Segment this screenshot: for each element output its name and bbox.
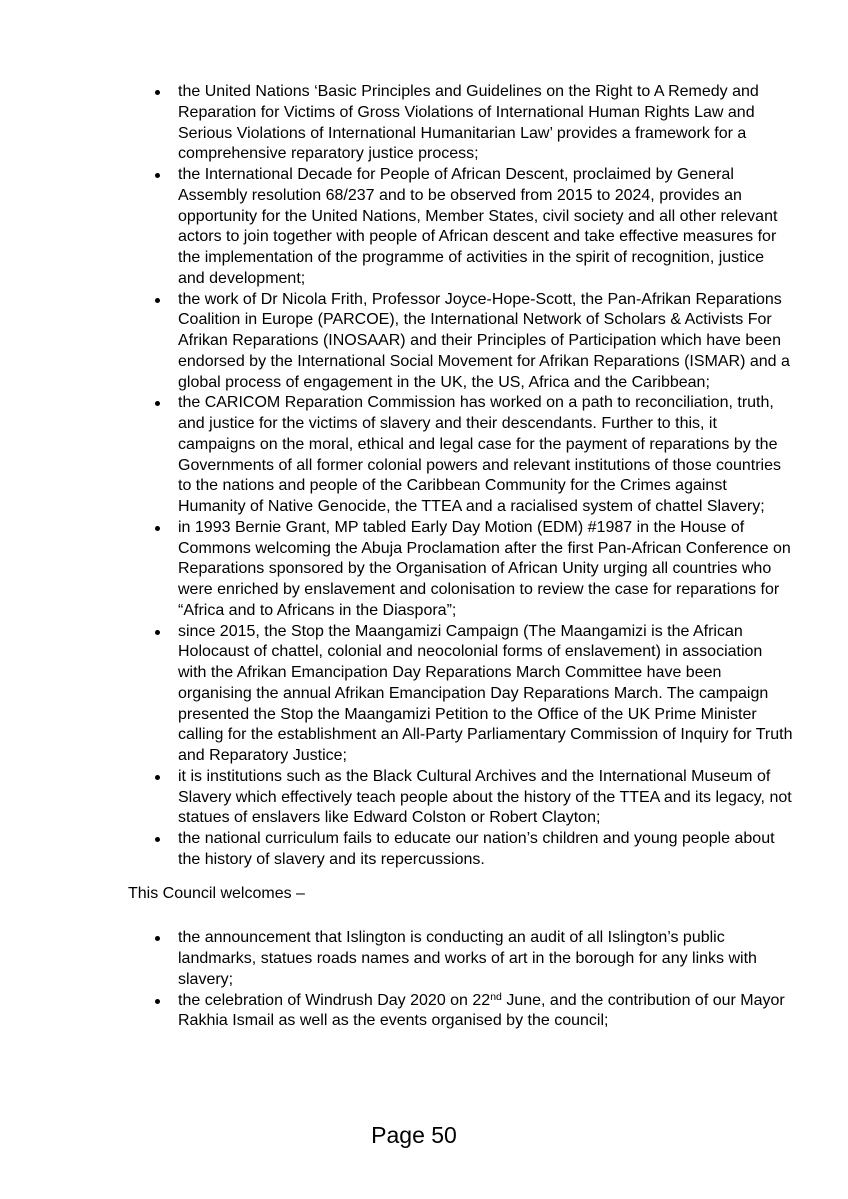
bullet-text: the work of Dr Nicola Frith, Professor Joyce-Hope-Scott, the Pan-Afrikan Reparations Coalition in Europe (PARCOE), the International Network of Scholars & Activists For Afrikan Reparations (INOSAAR) and their Principles of Participation which have been endorsed by the International Social Movement for Afrikan Reparations (ISMAR) and a global process of engagement in the UK, the US, Africa and the Caribbean; — [178, 290, 790, 391]
bullet-text: it is institutions such as the Black Cultural Archives and the International Museum of Slavery which effectively teach people about the history of the TTEA and its legacy, not statues of enslavers like Edward Colston or Robert Clayton; — [178, 767, 792, 827]
bullet-icon — [128, 518, 178, 531]
document-content — [128, 82, 794, 1032]
bullet-text: the United Nations ‘Basic Principles and Guidelines on the Right to A Remedy and Reparation for Victims of Gross Violations of International Human Rights Law and Serious Violations of International Humanitarian Law’ provides a framework for a comprehensive reparatory justice process; — [178, 83, 759, 163]
list-item — [128, 928, 794, 990]
welcomes-bullet-list — [128, 928, 794, 1032]
ordinal-superscript: nd — [490, 990, 502, 1003]
bullet-icon — [128, 928, 178, 941]
bullet-text: since 2015, the Stop the Maangamizi Campaign (The Maangamizi is the African Holocaust of chattel, colonial and neocolonial forms of enslavement) in association with the Afrikan Emancipation Day Reparations March Committee have been organising the annual Afrikan Emancipation Day Reparations March. The campaign presented the Stop the Maangamizi Petition to the Office of the UK Prime Minister calling for the establishment an All-Party Parliamentary Commission of Inquiry for Truth and Reparatory Justice; — [178, 622, 793, 764]
list-item — [128, 991, 794, 1033]
bullet-icon — [128, 165, 178, 178]
bullet-text: in 1993 Bernie Grant, MP tabled Early Day Motion (EDM) #1987 in the House of Commons welcoming the Abuja Proclamation after the first Pan-African Conference on Reparations sponsored by the Organisation of African Unity urging all countries who were enriched by enslavement and colonisation to review the case for reparations for “Africa and to Africans in the Diaspora”; — [178, 518, 791, 619]
list-item — [128, 829, 794, 871]
bullet-icon — [128, 290, 178, 303]
list-item — [128, 82, 794, 165]
noting-bullet-list — [128, 82, 794, 871]
bullet-icon — [128, 393, 178, 406]
bullet-icon — [128, 622, 178, 635]
bullet-text-pre: the celebration of Windrush Day 2020 on 22 — [178, 991, 491, 1009]
list-item — [128, 767, 794, 829]
list-item — [128, 518, 794, 622]
bullet-text: the national curriculum fails to educate our nation’s children and young people about the history of slavery and its repercussions. — [178, 830, 775, 868]
list-item — [128, 393, 794, 518]
bullet-text: the CARICOM Reparation Commission has worked on a path to reconciliation, truth, and justice for the victims of slavery and their descendants. Further to this, it campaigns on the moral, ethical and legal case for the payment of reparations by the Governments of all former colonial powers and relevant institutions of those countries to the nations and people of the Caribbean Community for the Crimes against Humanity of Native Genocide, the TTEA and a racialised system of chattel Slavery; — [178, 394, 781, 515]
list-item — [128, 165, 794, 290]
list-item — [128, 290, 794, 394]
bullet-icon — [128, 767, 178, 780]
bullet-text: the announcement that Islington is conducting an audit of all Islington’s public landmarks, statues roads names and works of art in the borough for any links with slavery; — [178, 929, 757, 988]
list-item — [128, 622, 794, 767]
bullet-icon — [128, 829, 178, 842]
bullet-icon — [128, 82, 178, 95]
bullet-icon — [128, 991, 178, 1004]
bullet-text — [178, 991, 794, 1033]
bullet-text: the International Decade for People of African Descent, proclaimed by General Assembly resolution 68/237 and to be observed from 2015 to 2024, provides an opportunity for the United Nations, Member States, civil society and all other relevant actors to join together with people of African descent and take effective measures for the implementation of the programme of activities in the spirit of recognition, justice and development; — [178, 166, 778, 287]
bullet-text-post: June, and the contribution of our Mayor Rakhia Ismail as well as the events organised by the council; — [178, 991, 785, 1030]
welcomes-heading: This Council welcomes – — [128, 884, 305, 902]
page-number: Page 50 — [371, 1122, 457, 1148]
